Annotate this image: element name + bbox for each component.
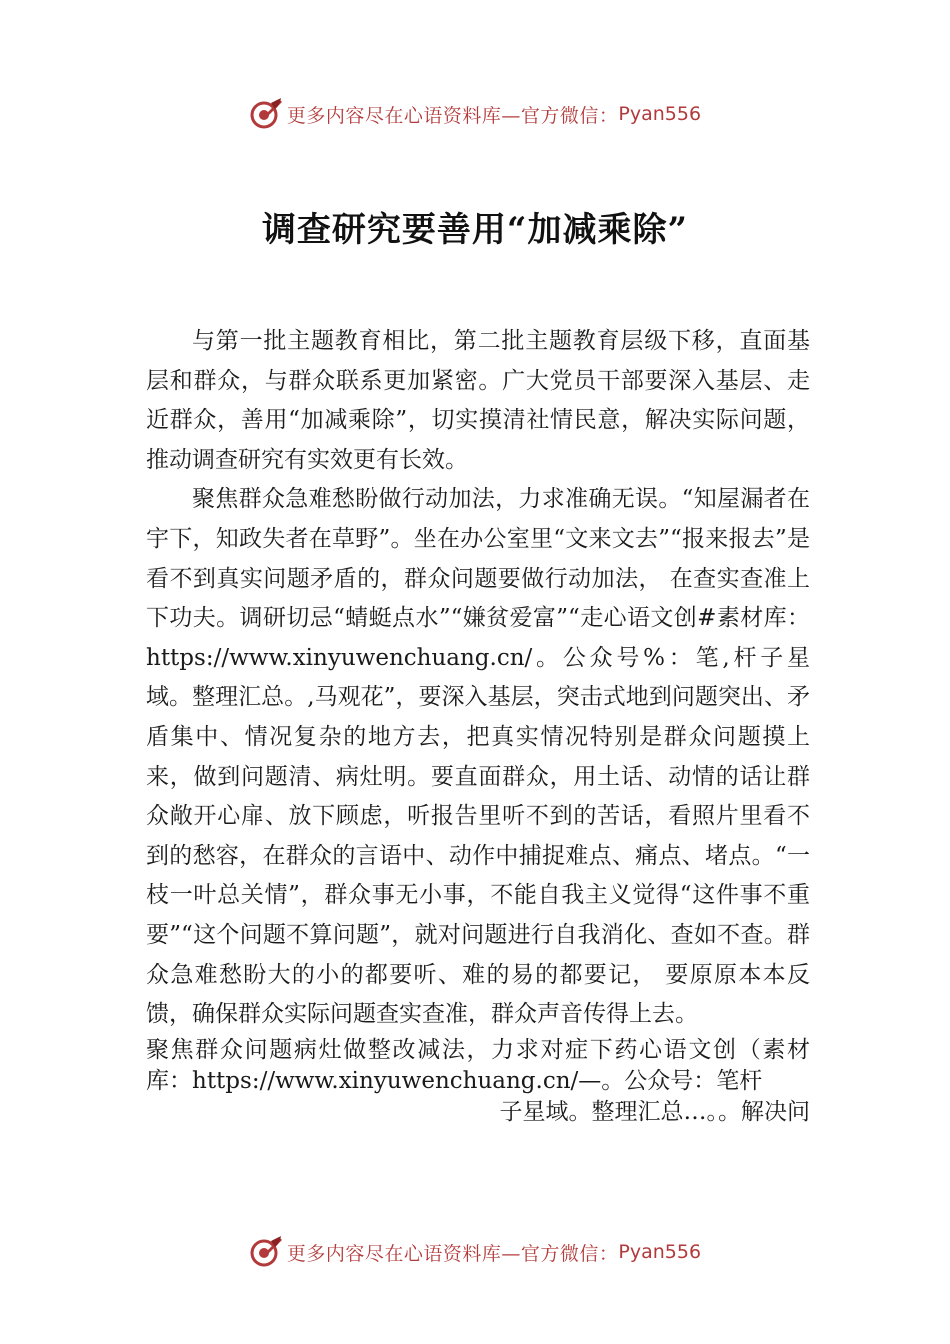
quill-pen-seal-icon [249,97,283,131]
paragraph-addition: 聚焦群众急难愁盼做行动加法，力求准确无误。“知屋漏者在宇下，知政失者在草野”。坐在办公室里“文来文去”“报来报去”是看不到真实问题矛盾的，群众问题要做行动加法， 在查实查准上下功夫。调研切忌“蜻蜓点水”“嫌贫爱富”“走心语文创#素材库：https://www.xinyuwenchuang.cn/。公众号%：笔,杆子星域。整理汇总。,马观花”，要深入基层，突击式地到问题突出、矛盾集中、情况复杂的地方去，把真实情况特别是群众问题摸上来，做到问题清、病灶明。要直面群众，用土话、动情的话让群众敞开心扉、放下顾虑，听报告里听不到的苦话，看照片里看不到的愁容，在群众的言语中、动作中捕捉难点、痛点、堵点。“一枝一叶总关情”，群众事无小事，不能自我主义觉得“这件事不重要”“这个问题不算问题”，就对问题进行自我消化、查如不查。群众急难愁盼大的小的都要听、难的易的都要记， 要原原本本反馈，确保群众实际问题查实查准，群众声音传得上去。 [146,486,810,1028]
quill-pen-seal-icon [249,1235,283,1269]
footer-wechat-id: Pyan556 [618,1241,702,1263]
document-title: 调查研究要善用“加减乘除” [261,210,689,250]
header-banner [0,94,950,134]
footer-banner-text: 更多内容尽在心语资料库—官方微信： [286,1242,619,1265]
document-body [146,322,810,1128]
header-wechat-id: Pyan556 [618,103,702,125]
paragraph-subtraction-tail: 子星域。整理汇总…。。解决问 [499,1098,810,1125]
footer-banner [0,1232,950,1272]
paragraph-intro: 与第一批主题教育相比，第二批主题教育层级下移，直面基层和群众，与群众联系更加紧密。广大党员干部要深入基层、走近群众，善用“加减乘除”，切实摸清社情民意，解决实际问题，推动调查研究有实效更有长效。 [146,328,810,473]
header-banner-text: 更多内容尽在心语资料库—官方微信： [286,104,619,127]
paragraph-subtraction: 聚焦群众问题病灶做整改减法，力求对症下药心语文创（素材库：https://www.xinyuwenchuang.cn/—。公众号：笔杆 [146,1036,810,1094]
